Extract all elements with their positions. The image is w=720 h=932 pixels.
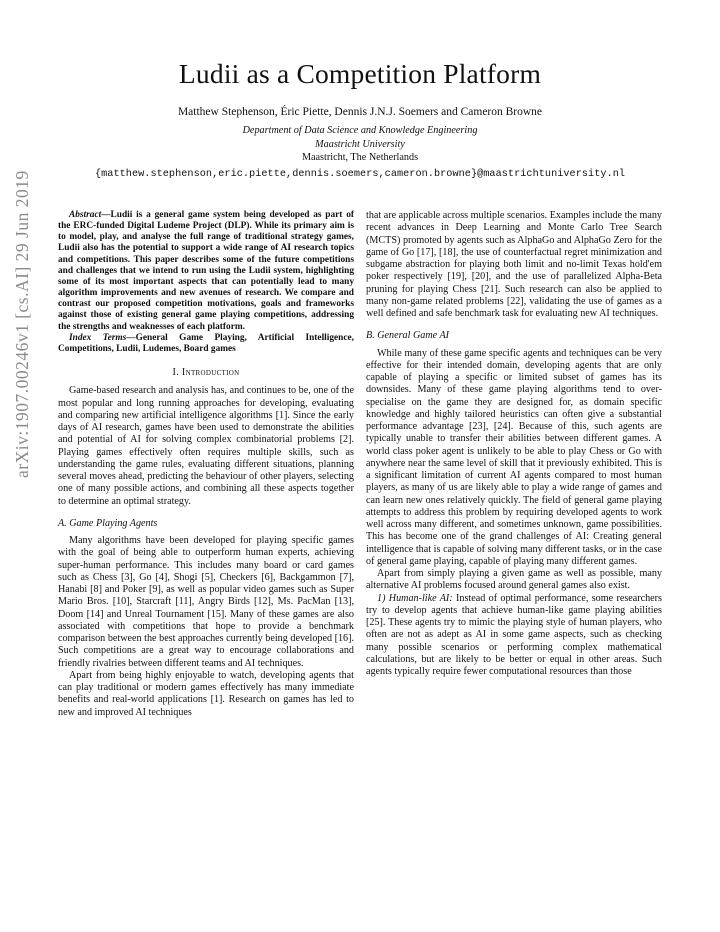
abstract-text: —Ludii is a general game system being developed as part of the ERC-funded Digital Ludeme Project (DLP). While its primary aim is to model, play, and analyse the full range of traditional strategy games, Ludii also has the potential to support a wide range of AI research topics and competitions. This paper describes some of the future competitions and challenges that we intend to run using the Ludii system, highlighting some of its most important aspects that can potentially lead to many algorithm improvements and new avenues of research. We compare and contrast our proposed competition motivations, goals and frameworks against those of existing general game playing competitions, addressing the strengths and weaknesses of each platform. bbox=[58, 210, 354, 332]
right-column bbox=[366, 210, 662, 678]
affiliation-block bbox=[0, 124, 720, 165]
general-ai-paragraph-2: Apart from simply playing a given game as well as possible, many alternative AI problems focused around general games also exist. bbox=[366, 568, 662, 592]
arxiv-identifier[interactable]: arXiv:1907.00246v1 [cs.AI] 29 Jun 2019 bbox=[12, 170, 32, 478]
intro-paragraph: Game-based research and analysis has, and continues to be, one of the most popular and long running approaches for developing, evaluating and comparing new artificial intelligence algorithms [1]. Since the early days of AI research, games have been used to demonstrate the abilities and potential of AI for solving complex combinatorial problems [2]. Playing games effectively often requires multiple skills, such as understanding the game rules, evaluating different situations, planning several moves ahead, predicting the behaviour of other players, selecting one of many possible actions, and combining all these aspects together to determine an optimal strategy. bbox=[58, 385, 354, 507]
continued-paragraph: that are applicable across multiple scenarios. Examples include the many recent advances in Deep Learning and Monte Carlo Tree Search (MCTS) promoted by agents such as AlphaGo and AlphaGo Zero for the game of Go [17], [18], the use of counterfactual regret minimization and subgame abstraction for playing both limit and no-limit Texas hold'em poker respectively [19], [20], and the use of parallelized Alpha-Beta pruning for playing Chess [21]. Such research can also be applied to many non-game related problems [22], validating the use of games as a well defined and safe benchmark task for evaluating new AI techniques. bbox=[366, 210, 662, 319]
author-list: Matthew Stephenson, Éric Piette, Dennis J.N.J. Soemers and Cameron Browne bbox=[177, 106, 543, 118]
general-ai-paragraph-1: While many of these game specific agents and techniques can be very effective for their intended domain, developing agents that are only capable of playing a specific or limited subset of games has its downsides. Many of these game playing algorithms tend to over-specialise on the game they are designed for, as domain specific knowledge and highly tailored heuristics can often give a substantial performance advantage [23], [24]. Because of this, such agents are typically unable to transfer their abilities between different games. A world class poker agent is unlikely to be able to play Chess or Go with anywhere near the same level of skill that it previously exhibited. This is a significant limitation of current AI agents compared to most human players, as many of us are likely able to play a wide range of games and can learn new ones relatively quickly. The field of general game playing attempts to address this problem by requiring developed agents to work well across many different, and sometimes unknown, game possibilities. This has become one of the grand challenges of AI: Creating general intelligence that is capable of solving many different tasks, or in the case of general game playing, capable of playing many different games. bbox=[366, 347, 662, 567]
subsection-heading-general-game-ai: B. General Game AI bbox=[366, 330, 450, 342]
university: Maastricht University bbox=[315, 138, 405, 150]
location: Maastricht, The Netherlands bbox=[301, 152, 419, 164]
game-agents-paragraph-1: Many algorithms have been developed for playing specific games with the goal of being able to outperform human experts, achieving super-human performance. This includes many board or card games such as Chess [3], Go [4], Shogi [5], Checkers [6], Backgammon [7], Hanabi [8] and Poker [9], as well as popular video games such as Super Mario Bros. [10], Starcraft [11], Angry Birds [12], Ms. PacMan [13], Doom [14] and Unreal Tournament [15]. Many of these games are also associated with competitions that hope to provide a benchmark comparison between the best approaches currently being developed [16]. Such competitions are a great way to encourage collaborations and friendly rivalries between different teams and AI techniques. bbox=[58, 535, 354, 669]
human-like-ai-paragraph bbox=[366, 593, 662, 679]
section-heading-introduction: I. Introduction bbox=[172, 367, 240, 379]
human-like-ai-heading: 1) Human-like AI: bbox=[377, 592, 453, 604]
index-terms-text: —General Game Playing, Artificial Intelligence, Competitions, Ludii, Ludemes, Board games bbox=[58, 332, 355, 354]
game-agents-paragraph-2: Apart from being highly enjoyable to watch, developing agents that can play traditional or modern games effectively has many immediate benefits and real-world applications [1]. Research on games has led to new and improved AI techniques bbox=[58, 669, 354, 718]
abstract-label: Abstract bbox=[69, 210, 102, 220]
human-like-ai-text: Instead of optimal performance, some researchers try to develop agents that achieve human-like game playing abilities [25]. These agents try to mimic the playing style of human players, who often are not as adept as AI in some game aspects, such as checking many possible scenarios or performing complex mathematical calculations, but are likely to be better or equal in other areas. Such agents typically require fewer computational resources than those bbox=[366, 592, 662, 677]
department: Department of Data Science and Knowledge Engineering bbox=[242, 125, 478, 136]
index-terms-label: Index Terms bbox=[69, 332, 127, 343]
paper-title: Ludii as a Competition Platform bbox=[178, 58, 542, 89]
abstract bbox=[58, 210, 354, 333]
index-terms bbox=[58, 333, 354, 355]
author-emails[interactable]: {matthew.stephenson,eric.piette,dennis.soemers,cameron.browne}@maastrichtuniversity.nl bbox=[94, 169, 626, 180]
subsection-heading-game-playing-agents: A. Game Playing Agents bbox=[58, 517, 158, 529]
left-column bbox=[58, 210, 354, 719]
